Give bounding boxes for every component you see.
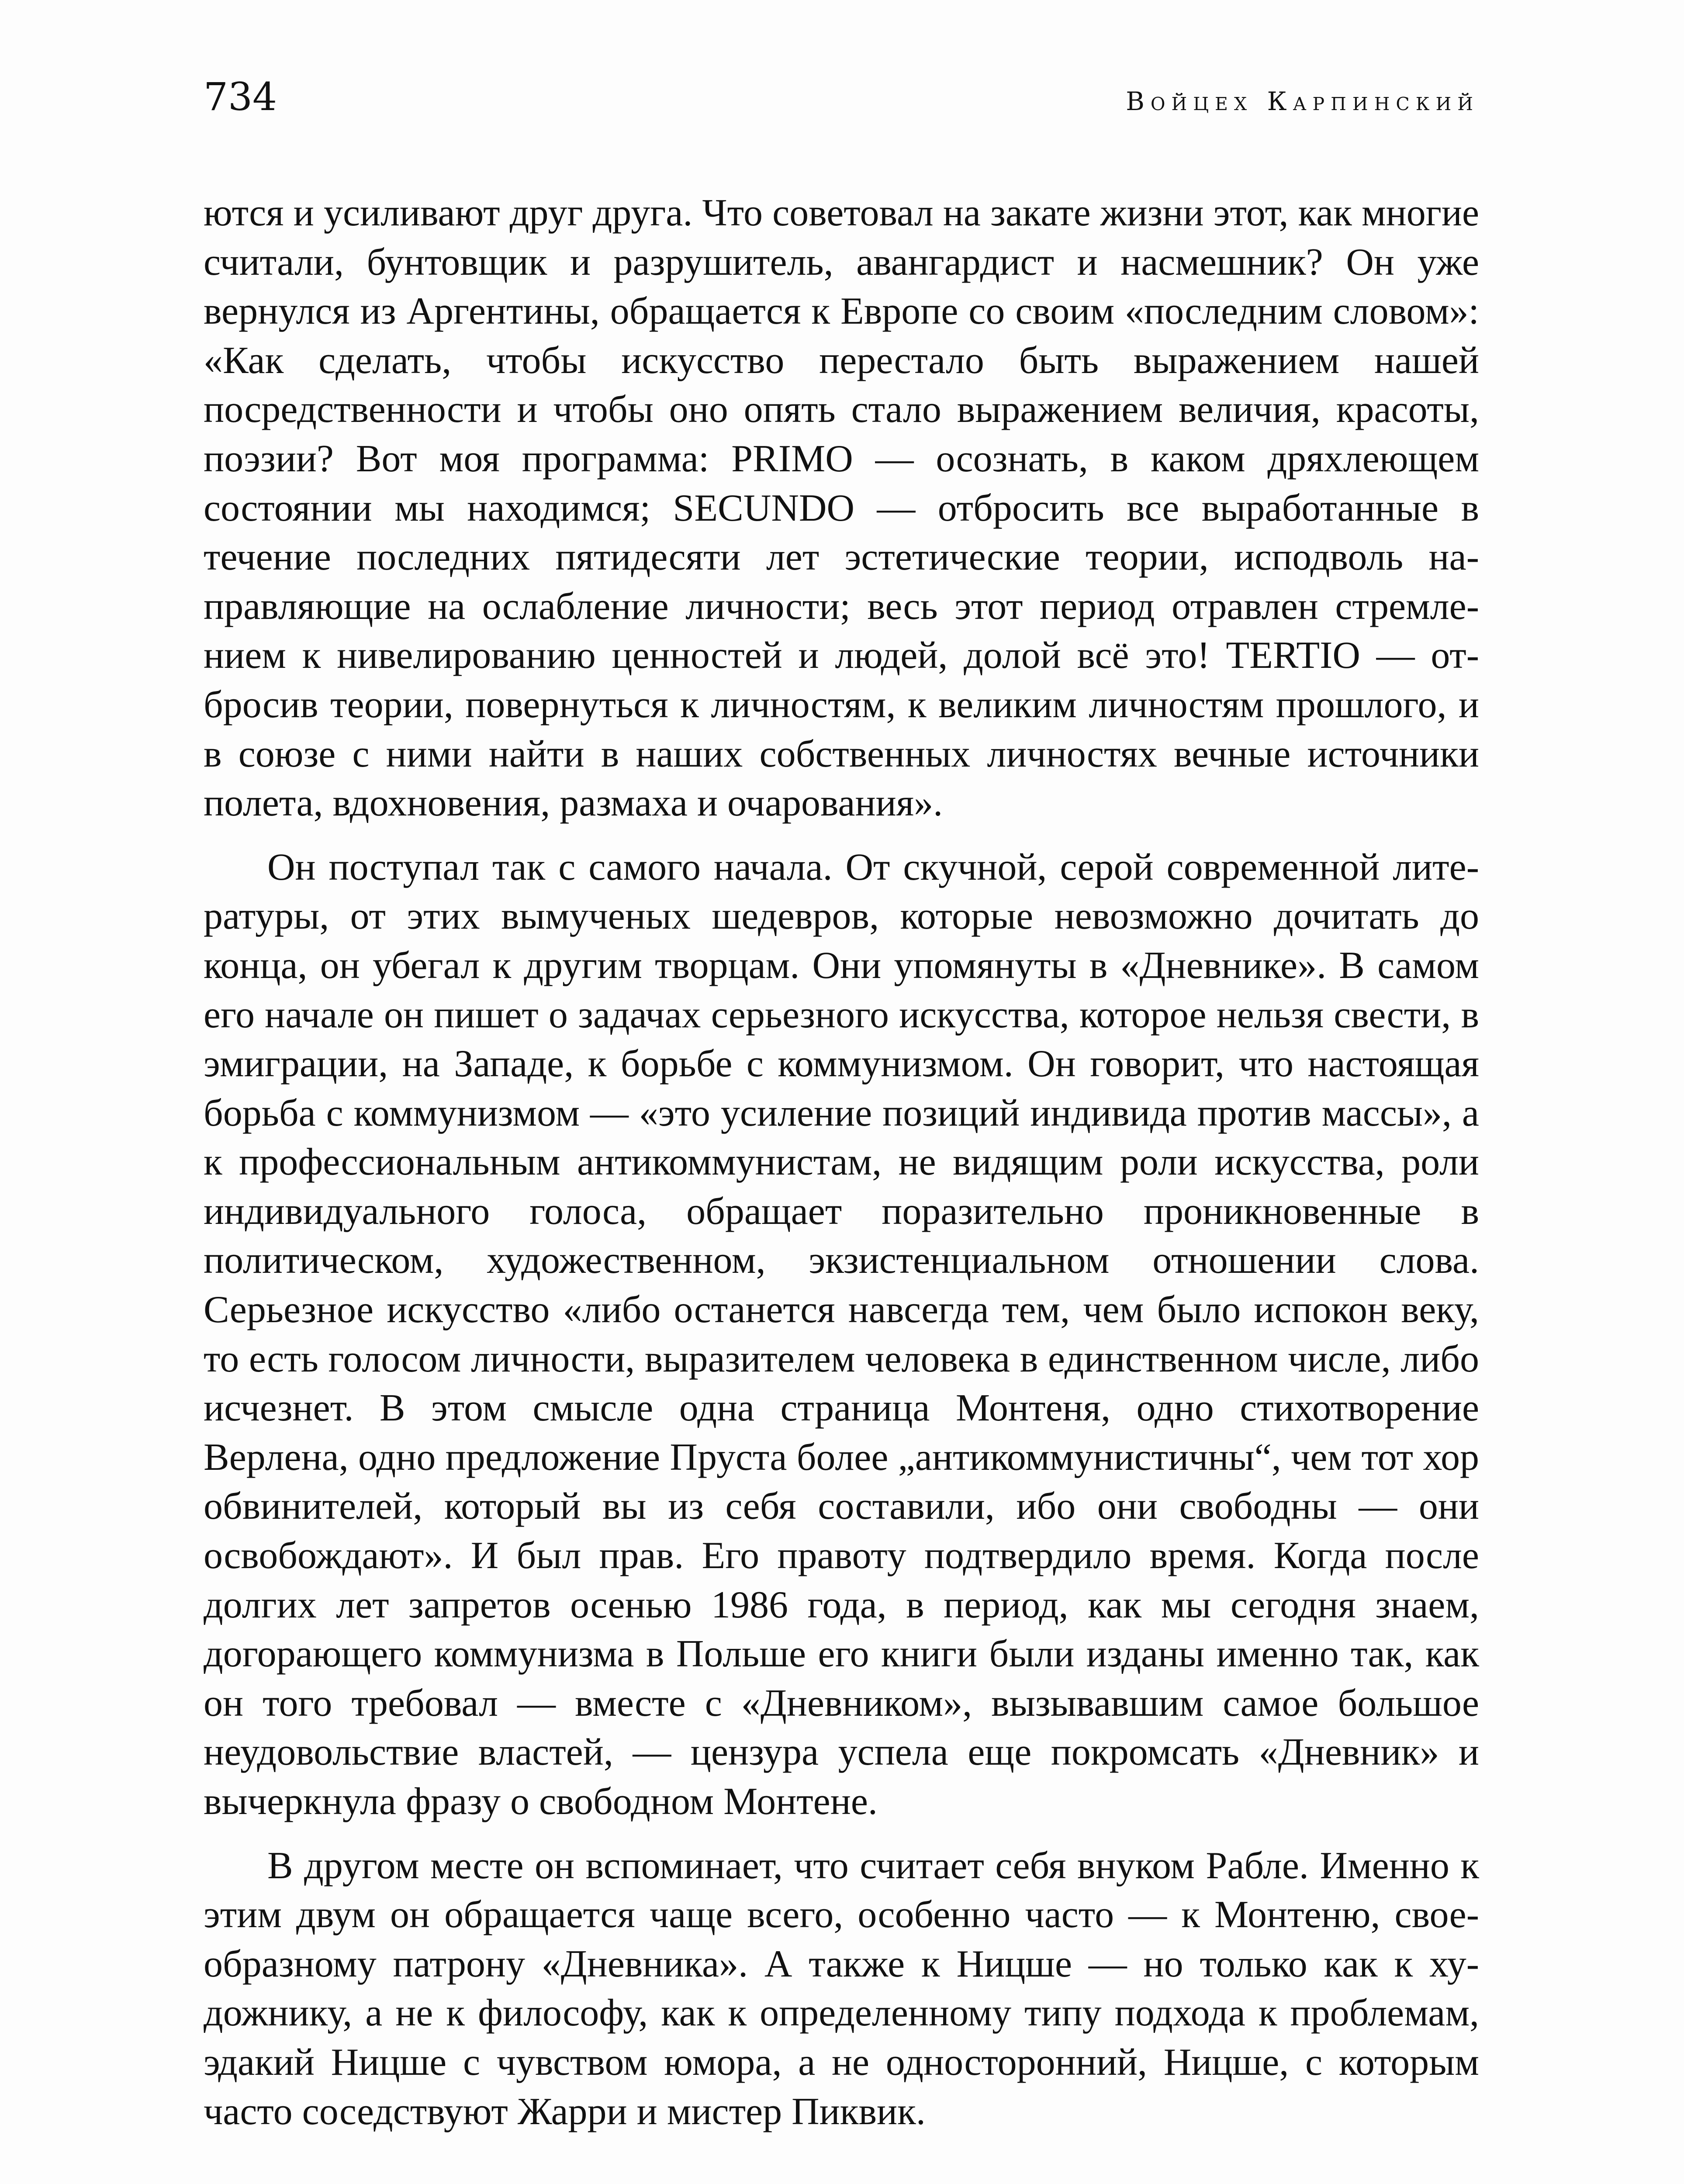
page-number: 734 — [204, 74, 277, 119]
paragraph-continuation: ются и усиливают друг друга. Что советовал на закате жизни этот, как многие считали, бунтовщик и разрушитель, авангардист и насмешник? Он уже вернулся из Аргентины, обращается к Европе со своим «последним словом»: «Как сделать, чтобы искусство перестало быть выражением нашей посредственности и чтобы оно опять стало выражением величия, красоты, поэзии? Вот моя программа: PRIMO — осознать, в каком дряхлеющем состоянии мы находимся; SECUNDO — отбросить все выработанные в течение последних пятидесяти лет эстетические теории, исподволь направляющие на ослабление личности; весь этот период отравлен стремлением к нивелированию ценностей и людей, долой всё это! TERTIO — отбросив теории, повернуться к личностям, к великим личностям прошлого, и в союзе с ними найти в наших собственных личностях вечные источники полета, вдохновения, размаха и очарования». — [204, 192, 1479, 825]
body-text — [204, 189, 1479, 2136]
running-head — [204, 66, 1479, 131]
running-head-author: Войцех Карпинский — [1126, 86, 1479, 116]
paragraph: Он поступал так с самого начала. От скучной, серой современной литературы, от этих вымученых шедевров, которые невозможно дочитать до конца, он убегал к другим творцам. Они упомянуты в «Дневнике». В самом его начале он пишет о задачах серьезного искусства, которое нельзя свести, в эмиграции, на Западе, к борьбе с коммунизмом. Он говорит, что настоящая борьба с коммунизмом — «это усиление позиций индивида против массы», а к профессиональным антикоммунистам, не видящим роли искусства, роли индивидуального голоса, обращает поразительно проникновенные в политическом, художественном, экзистенциальном отношении слова. Серьезное искусство «либо останется навсегда тем, чем было испокон веку, то есть голосом личности, выразителем человека в единственном числе, либо исчезнет. В этом смысле одна страница Монтеня, одно стихотворение Верлена, одно предложение Пруста более „антикоммунистичны“, чем тот хор обвинителей, который вы из себя составили, ибо они свободны — они освобождают». И был прав. Его правоту подтвердило время. Когда после долгих лет запретов осенью 1986 года, в период, как мы сегодня знаем, догорающего коммунизма в Польше его книги были изданы именно так, как он того требовал — вместе с «Дневником», вызывавшим самое большое неудовольствие властей, — цензура успела еще покромсать «Дневник» и вычеркнула фразу о свободном Монтене. — [204, 846, 1479, 1823]
paragraph: В другом месте он вспоминает, что считает себя внуком Рабле. Именно к этим двум он обращается чаще всего, особенно часто — к Монтеню, своеобразному патрону «Дневника». А также к Ницше — но только как к художнику, а не к философу, как к определенному типу подхода к проблемам, эдакий Ницше с чувством юмора, а не односторонний, Ницше, с которым часто соседствуют Жарри и мистер Пиквик. — [204, 1844, 1479, 2133]
